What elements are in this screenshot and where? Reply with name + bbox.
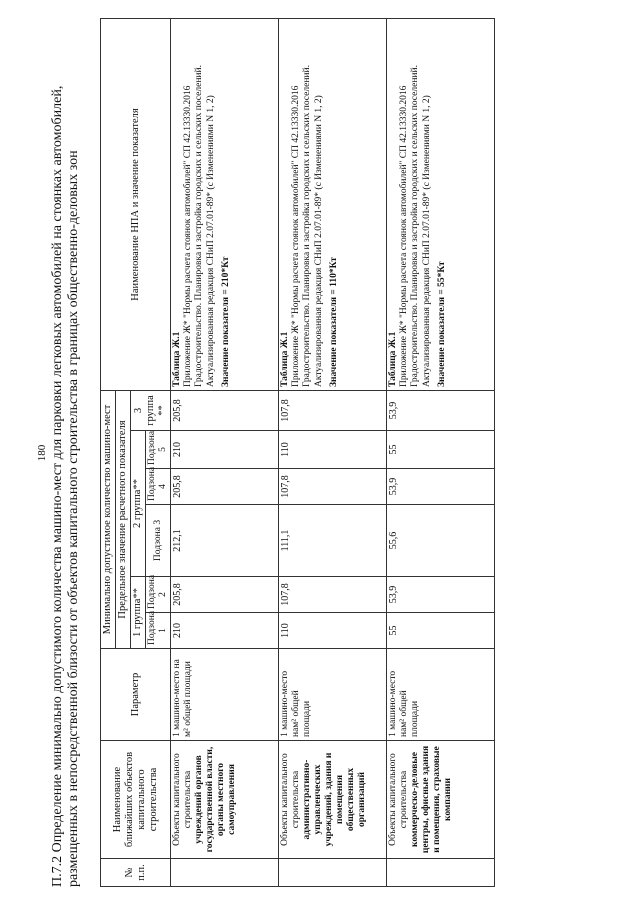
- npa-value: Значение показателя = 110*Кт: [328, 257, 339, 387]
- header-min-count: Минимально допустимое количество машино-мест: [101, 390, 116, 648]
- header-zone1: Подзона 1: [146, 613, 171, 649]
- row-num: [279, 859, 387, 887]
- value-group3: 205,8: [171, 390, 279, 430]
- header-group3: 3 группа **: [131, 390, 171, 430]
- object-bold: учреждений органов государственной власти, органы местного самоуправления: [194, 746, 237, 853]
- npa-text: Приложение Ж* "Нормы расчета стоянок автомобилей" СП 42.13330.2016 Градостроительство. Планировка и застройка городских и сельских поселений. Актуализированная редакция СНиП 2.07.01-89* (с Изменениями N 1, 2): [291, 65, 324, 387]
- value-zone2: 205,8: [171, 577, 279, 613]
- value-zone4: 107,8: [279, 469, 387, 505]
- header-zone2: Подзона 2: [146, 577, 171, 613]
- object-cell: [387, 741, 495, 859]
- value-zone1: 55: [387, 613, 495, 649]
- object-cell: [279, 741, 387, 859]
- row-num: [387, 859, 495, 887]
- row-num: [171, 859, 279, 887]
- npa-title: Таблица Ж.1: [172, 331, 182, 387]
- object-cell: [171, 741, 279, 859]
- value-group3: 53,9: [387, 390, 495, 430]
- table-row: [171, 18, 279, 886]
- section-heading: П.7.2 Определение минимально допустимого количества машино-мест для парковки легковых автомобилей на стоянках автомобилей, размещенных в непосредственной близости от объектов капитального строительства в границах общественно-деловых зон: [50, 85, 81, 887]
- value-zone5: 210: [171, 431, 279, 469]
- value-zone2: 107,8: [279, 577, 387, 613]
- npa-cell: [387, 18, 495, 390]
- header-param: Параметр: [101, 649, 171, 741]
- header-object: Наименование ближайших объектов капитального строительства: [101, 741, 171, 859]
- header-zone3: Подзона 3: [146, 505, 171, 577]
- npa-cell: [279, 18, 387, 390]
- document-body: [50, 17, 590, 887]
- value-zone5: 55: [387, 431, 495, 469]
- value-zone5: 110: [279, 431, 387, 469]
- table-row: [387, 18, 495, 886]
- object-plain: Объекты капитального строительства: [280, 753, 301, 846]
- value-zone1: 110: [279, 613, 387, 649]
- value-zone2: 53,9: [387, 577, 495, 613]
- npa-value: Значение показателя = 55*Кт: [436, 261, 447, 387]
- value-zone3: 212,1: [171, 505, 279, 577]
- value-group3: 107,8: [279, 390, 387, 430]
- value-zone3: 111,1: [279, 505, 387, 577]
- npa-text: Приложение Ж* "Нормы расчета стоянок автомобилей" СП 42.13330.2016 Градостроительство. Планировка и застройка городских и сельских поселений. Актуализированная редакция СНиП 2.07.01-89* (с Изменениями N 1, 2): [183, 65, 216, 387]
- npa-text: Приложение Ж* "Нормы расчета стоянок автомобилей" СП 42.13330.2016 Градостроительство. Планировка и застройка городских и сельских поселений. Актуализированная редакция СНиП 2.07.01-89* (с Изменениями N 1, 2): [399, 65, 432, 387]
- npa-title: Таблица Ж.1: [388, 331, 398, 387]
- param-cell: 1 машино-место на м² общей площади: [171, 649, 279, 741]
- header-group1: 1 группа**: [131, 577, 146, 649]
- value-zone3: 55,6: [387, 505, 495, 577]
- header-npa: Наименование НПА и значение показателя: [101, 18, 171, 390]
- value-zone4: 205,8: [171, 469, 279, 505]
- value-zone4: 53,9: [387, 469, 495, 505]
- object-bold: коммерческо-деловые центры, офисные здания и помещения, страховые компании: [410, 745, 453, 854]
- npa-value: Значение показателя = 210*Кт: [220, 256, 231, 387]
- npa-cell: [171, 18, 279, 390]
- page-number: 180: [36, 444, 48, 462]
- header-group2: 2 группа**: [131, 431, 146, 577]
- header-zone5: Подзона 5: [146, 431, 171, 469]
- object-plain: Объекты капитального строительства: [172, 753, 193, 846]
- npa-title: Таблица Ж.1: [280, 331, 290, 387]
- table-row: [279, 18, 387, 886]
- object-bold: административно-управленческих учреждений, здания и помещения общественных организаций: [302, 752, 367, 847]
- header-num: № п.п.: [101, 859, 171, 887]
- object-plain: Объекты капитального строительства: [388, 753, 409, 846]
- param-cell: 1 машино-место нам² общей площади: [279, 649, 387, 741]
- header-limit: Предельное значение расчетного показателя: [116, 390, 131, 648]
- param-cell: 1 машино-место нам² общей площади: [387, 649, 495, 741]
- header-zone4: Подзона 4: [146, 469, 171, 505]
- parking-norms-table: [100, 18, 495, 887]
- value-zone1: 210: [171, 613, 279, 649]
